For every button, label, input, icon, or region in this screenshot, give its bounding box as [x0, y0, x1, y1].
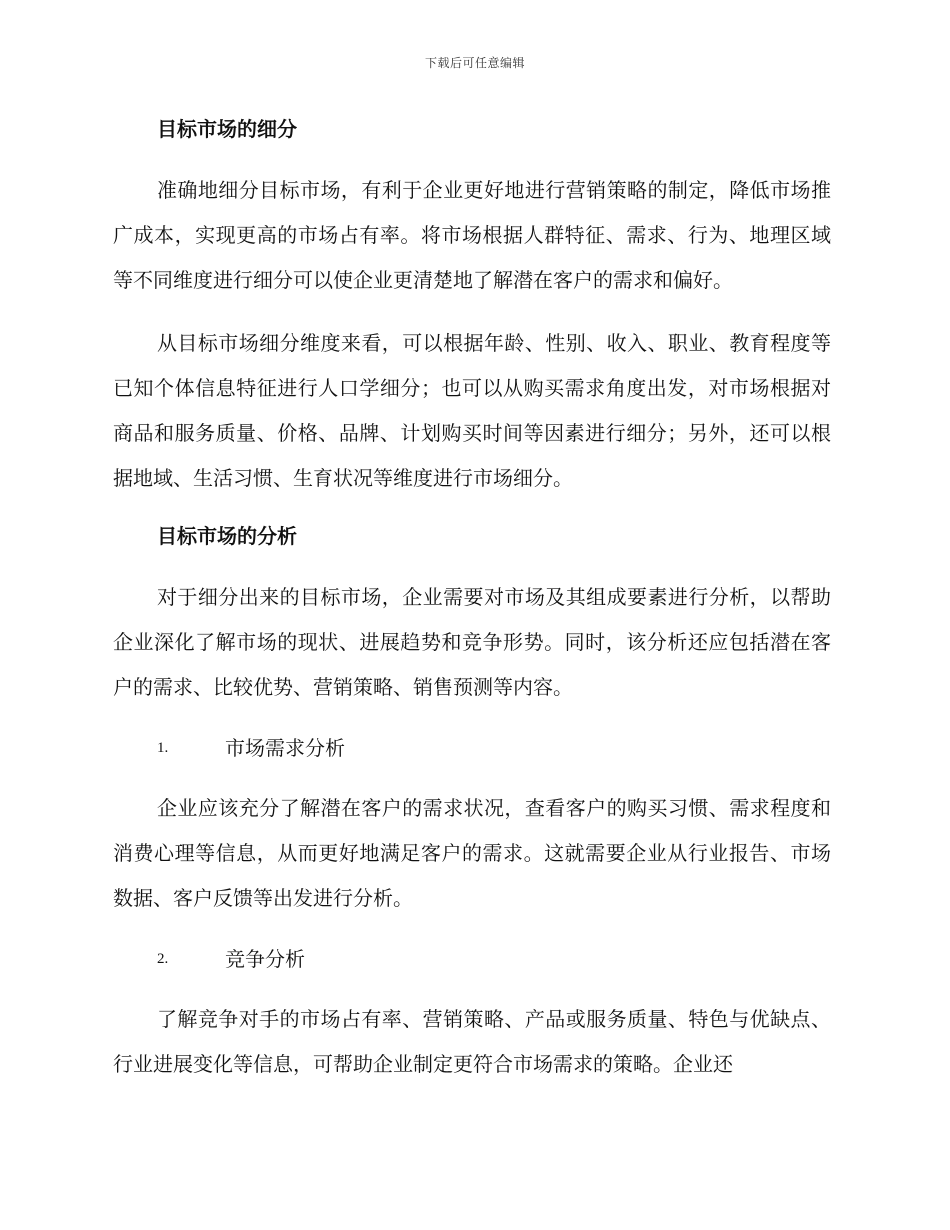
- document-body: [113, 112, 831, 1105]
- item-number: 1.: [157, 740, 169, 756]
- numbered-subheading: [113, 939, 831, 979]
- body-paragraph: 企业应该充分了解潜在客户的需求状况，查看客户的购买习惯、需求程度和消费心理等信息，从而更好地满足客户的需求。这就需要企业从行业报告、市场数据、客户反馈等出发进行分析。: [113, 796, 831, 910]
- item-title: 市场需求分析: [225, 736, 345, 760]
- body-paragraph: 从目标市场细分维度来看，可以根据年龄、性别、收入、职业、教育程度等已知个体信息特征进行人口学细分；也可以从购买需求角度出发，对市场根据对商品和服务质量、价格、品牌、计划购买时间等因素进行细分；另外，还可以根据地域、生活习惯、生育状况等维度进行市场细分。: [113, 331, 831, 490]
- body-paragraph: 了解竞争对手的市场占有率、营销策略、产品或服务质量、特色与优缺点、行业进展变化等信息，可帮助企业制定更符合市场需求的策略。企业还: [113, 1007, 831, 1076]
- section-heading: 目标市场的分析: [157, 524, 297, 548]
- page-header: 下载后可任意编辑: [424, 56, 525, 70]
- body-paragraph: 准确地细分目标市场，有利于企业更好地进行营销策略的制定，降低市场推广成本，实现更高的市场占有率。将市场根据人群特征、需求、行为、地理区域等不同维度进行细分可以使企业更清楚地了解潜在客户的需求和偏好。: [113, 178, 831, 292]
- section-heading: 目标市场的细分: [157, 117, 297, 141]
- numbered-subheading: [113, 728, 831, 768]
- item-title: 竞争分析: [225, 947, 305, 971]
- body-paragraph: 对于细分出来的目标市场，企业需要对市场及其组成要素进行分析，以帮助企业深化了解市场的现状、进展趋势和竞争形势。同时，该分析还应包括潜在客户的需求、比较优势、营销策略、销售预测等内容。: [113, 585, 831, 699]
- item-number: 2.: [157, 951, 169, 967]
